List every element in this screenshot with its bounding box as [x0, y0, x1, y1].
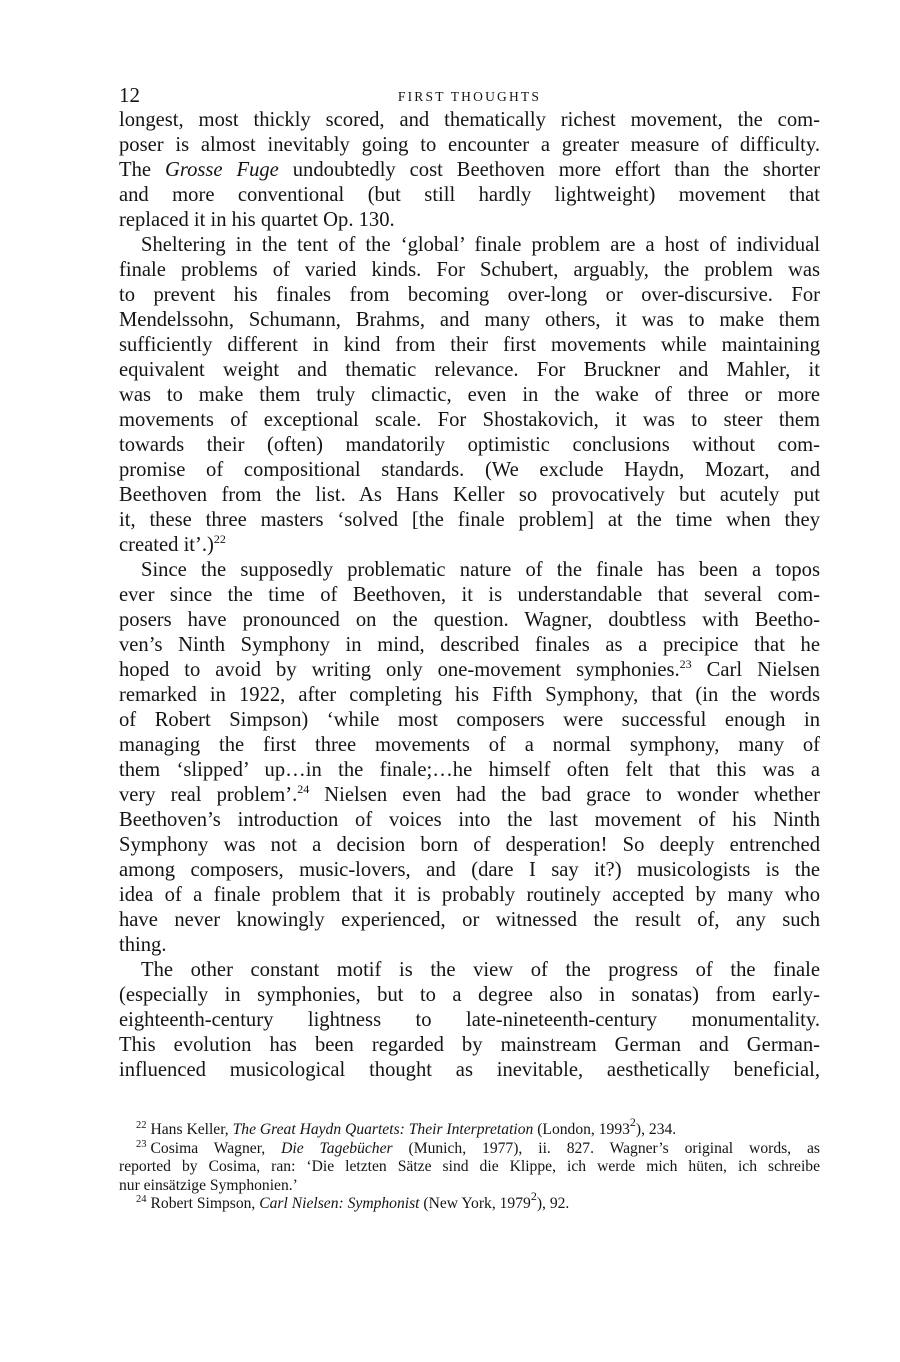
text-line: replaced it in his quartet Op. 130. [119, 209, 395, 231]
footnote-line: $^{23}$ Cosima Wagner, Die Tagebücher (Munich, 1977), ii. 827. Wagner’s original words, as [136, 1138, 820, 1157]
text-line: longest, most thickly scored, and thematically richest movement, the com- [119, 109, 820, 131]
running-head [119, 82, 820, 108]
book-page [119, 82, 820, 1083]
text-line: have never knowingly experienced, or witnessed the result of, any such [119, 909, 820, 931]
footnote-number: 23 [136, 1138, 147, 1150]
text-line: This evolution has been regarded by mainstream German and German- [119, 1034, 820, 1056]
text-line: to prevent his finales from becoming over-long or over-discursive. For [119, 284, 820, 306]
text-line: ever since the time of Beethoven, it is understandable that several com- [119, 584, 820, 606]
footnote [119, 1189, 820, 1214]
text-line: managing the first three movements of a normal symphony, many of [119, 734, 820, 756]
text-line: and more conventional (but still hardly lightweight) movement that [119, 184, 820, 206]
footnote [119, 1115, 820, 1140]
text-line: Beethoven from the list. As Hans Keller so provocatively but acutely put [119, 484, 820, 506]
footnote-number: 24 [136, 1194, 147, 1205]
footnote [119, 1140, 820, 1196]
page-number: 12 [119, 83, 140, 107]
running-title: FIRST THOUGHTS [397, 89, 542, 104]
text-line: The other constant motif is the view of the progress of the finale [141, 959, 820, 981]
text-line: Sheltering in the tent of the ‘global’ finale problem are a host of individual [141, 234, 820, 256]
footnote-line: reported by Cosima, ran: ‘Die letzten Sätze sind die Klippe, ich werde mich hüten, ich schreibe [119, 1158, 820, 1175]
text-line: thing. [119, 934, 167, 956]
italic-title: Die Tagebücher [281, 1139, 393, 1157]
text-line: was to make them truly climactic, even in the wake of three or more [119, 384, 820, 406]
text-line: ven’s Ninth Symphony in mind, described finales as a precipice that he [119, 634, 820, 656]
footnote-reference: 2 [629, 1115, 636, 1129]
text-line: promise of compositional standards. (We exclude Haydn, Mozart, and [119, 459, 820, 481]
footnote-line: $^{22}$ Hans Keller, The Great Haydn Quartets: Their Interpretation (London, 1993$^2$), 234. [136, 1115, 677, 1138]
text-line: Beethoven’s introduction of voices into the last movement of his Ninth [119, 809, 820, 831]
text-line: hoped to avoid by writing only one-movement symphonies.$^{23}$ Carl Nielsen [119, 657, 820, 681]
footnotes [119, 1115, 820, 1214]
text-line: influenced musicological thought as inevitable, aesthetically beneficial, [119, 1059, 820, 1081]
footnote-reference: 2 [530, 1189, 537, 1203]
text-line: of Robert Simpson) ‘while most composers were successful enough in [119, 709, 820, 731]
text-line: Mendelssohn, Schumann, Brahms, and many others, it was to make them [119, 309, 820, 331]
text-line: Since the supposedly problematic nature of the finale has been a topos [141, 559, 820, 581]
text-line: it, these three masters ‘solved [the finale problem] at the time when they [119, 509, 820, 531]
footnote-reference: 23 [679, 657, 692, 671]
text-line: eighteenth-century lightness to late-nineteenth-century monumentality. [119, 1009, 820, 1031]
paragraph [119, 958, 820, 1083]
footnote-reference: 24 [297, 782, 310, 796]
italic-title: The Great Haydn Quartets: Their Interpretation [232, 1121, 534, 1138]
text-line: poser is almost inevitably going to encounter a greater measure of difficulty. [119, 134, 820, 156]
text-line: equivalent weight and thematic relevance. For Bruckner and Mahler, it [119, 359, 820, 381]
text-line: (especially in symphonies, but to a degree also in sonatas) from early- [119, 984, 820, 1006]
text-line: movements of exceptional scale. For Shostakovich, it was to steer them [119, 409, 820, 431]
footnote-line: $^{24}$ Robert Simpson, Carl Nielsen: Symphonist (New York, 1979$^2$), 92. [136, 1189, 570, 1212]
text-line: The Grosse Fuge undoubtedly cost Beethoven more effort than the shorter [119, 159, 820, 181]
text-line: idea of a finale problem that it is probably routinely accepted by many who [119, 884, 820, 906]
text-line: created it’.)$^{22}$ [119, 532, 226, 556]
italic-title: Carl Nielsen: Symphonist [259, 1195, 420, 1212]
text-line: towards their (often) mandatorily optimistic conclusions without com- [119, 434, 820, 456]
body-text [119, 108, 820, 1083]
text-line: posers have pronounced on the question. Wagner, doubtless with Beetho- [119, 609, 820, 631]
footnote-number: 22 [136, 1120, 147, 1131]
paragraph [119, 558, 820, 958]
text-line: very real problem’.$^{24}$ Nielsen even had the bad grace to wonder whether [119, 782, 820, 806]
text-line: remarked in 1922, after completing his Fifth Symphony, that (in the words [119, 684, 820, 706]
text-line: among composers, music-lovers, and (dare I say it?) musicologists is the [119, 859, 820, 881]
text-line: sufficiently different in kind from their first movements while maintaining [119, 334, 820, 356]
text-line: finale problems of varied kinds. For Schubert, arguably, the problem was [119, 259, 820, 281]
paragraph [119, 108, 820, 233]
italic-title: Grosse Fuge [164, 159, 279, 181]
footnote-reference: 22 [213, 532, 226, 546]
paragraph [119, 233, 820, 558]
text-line: them ‘slipped’ up…in the finale;…he himself often felt that this was a [119, 759, 820, 781]
footnote-line: nur einsätzige Symphonien.’ [119, 1176, 298, 1194]
text-line: Symphony was not a decision born of desperation! So deeply entrenched [119, 834, 820, 856]
